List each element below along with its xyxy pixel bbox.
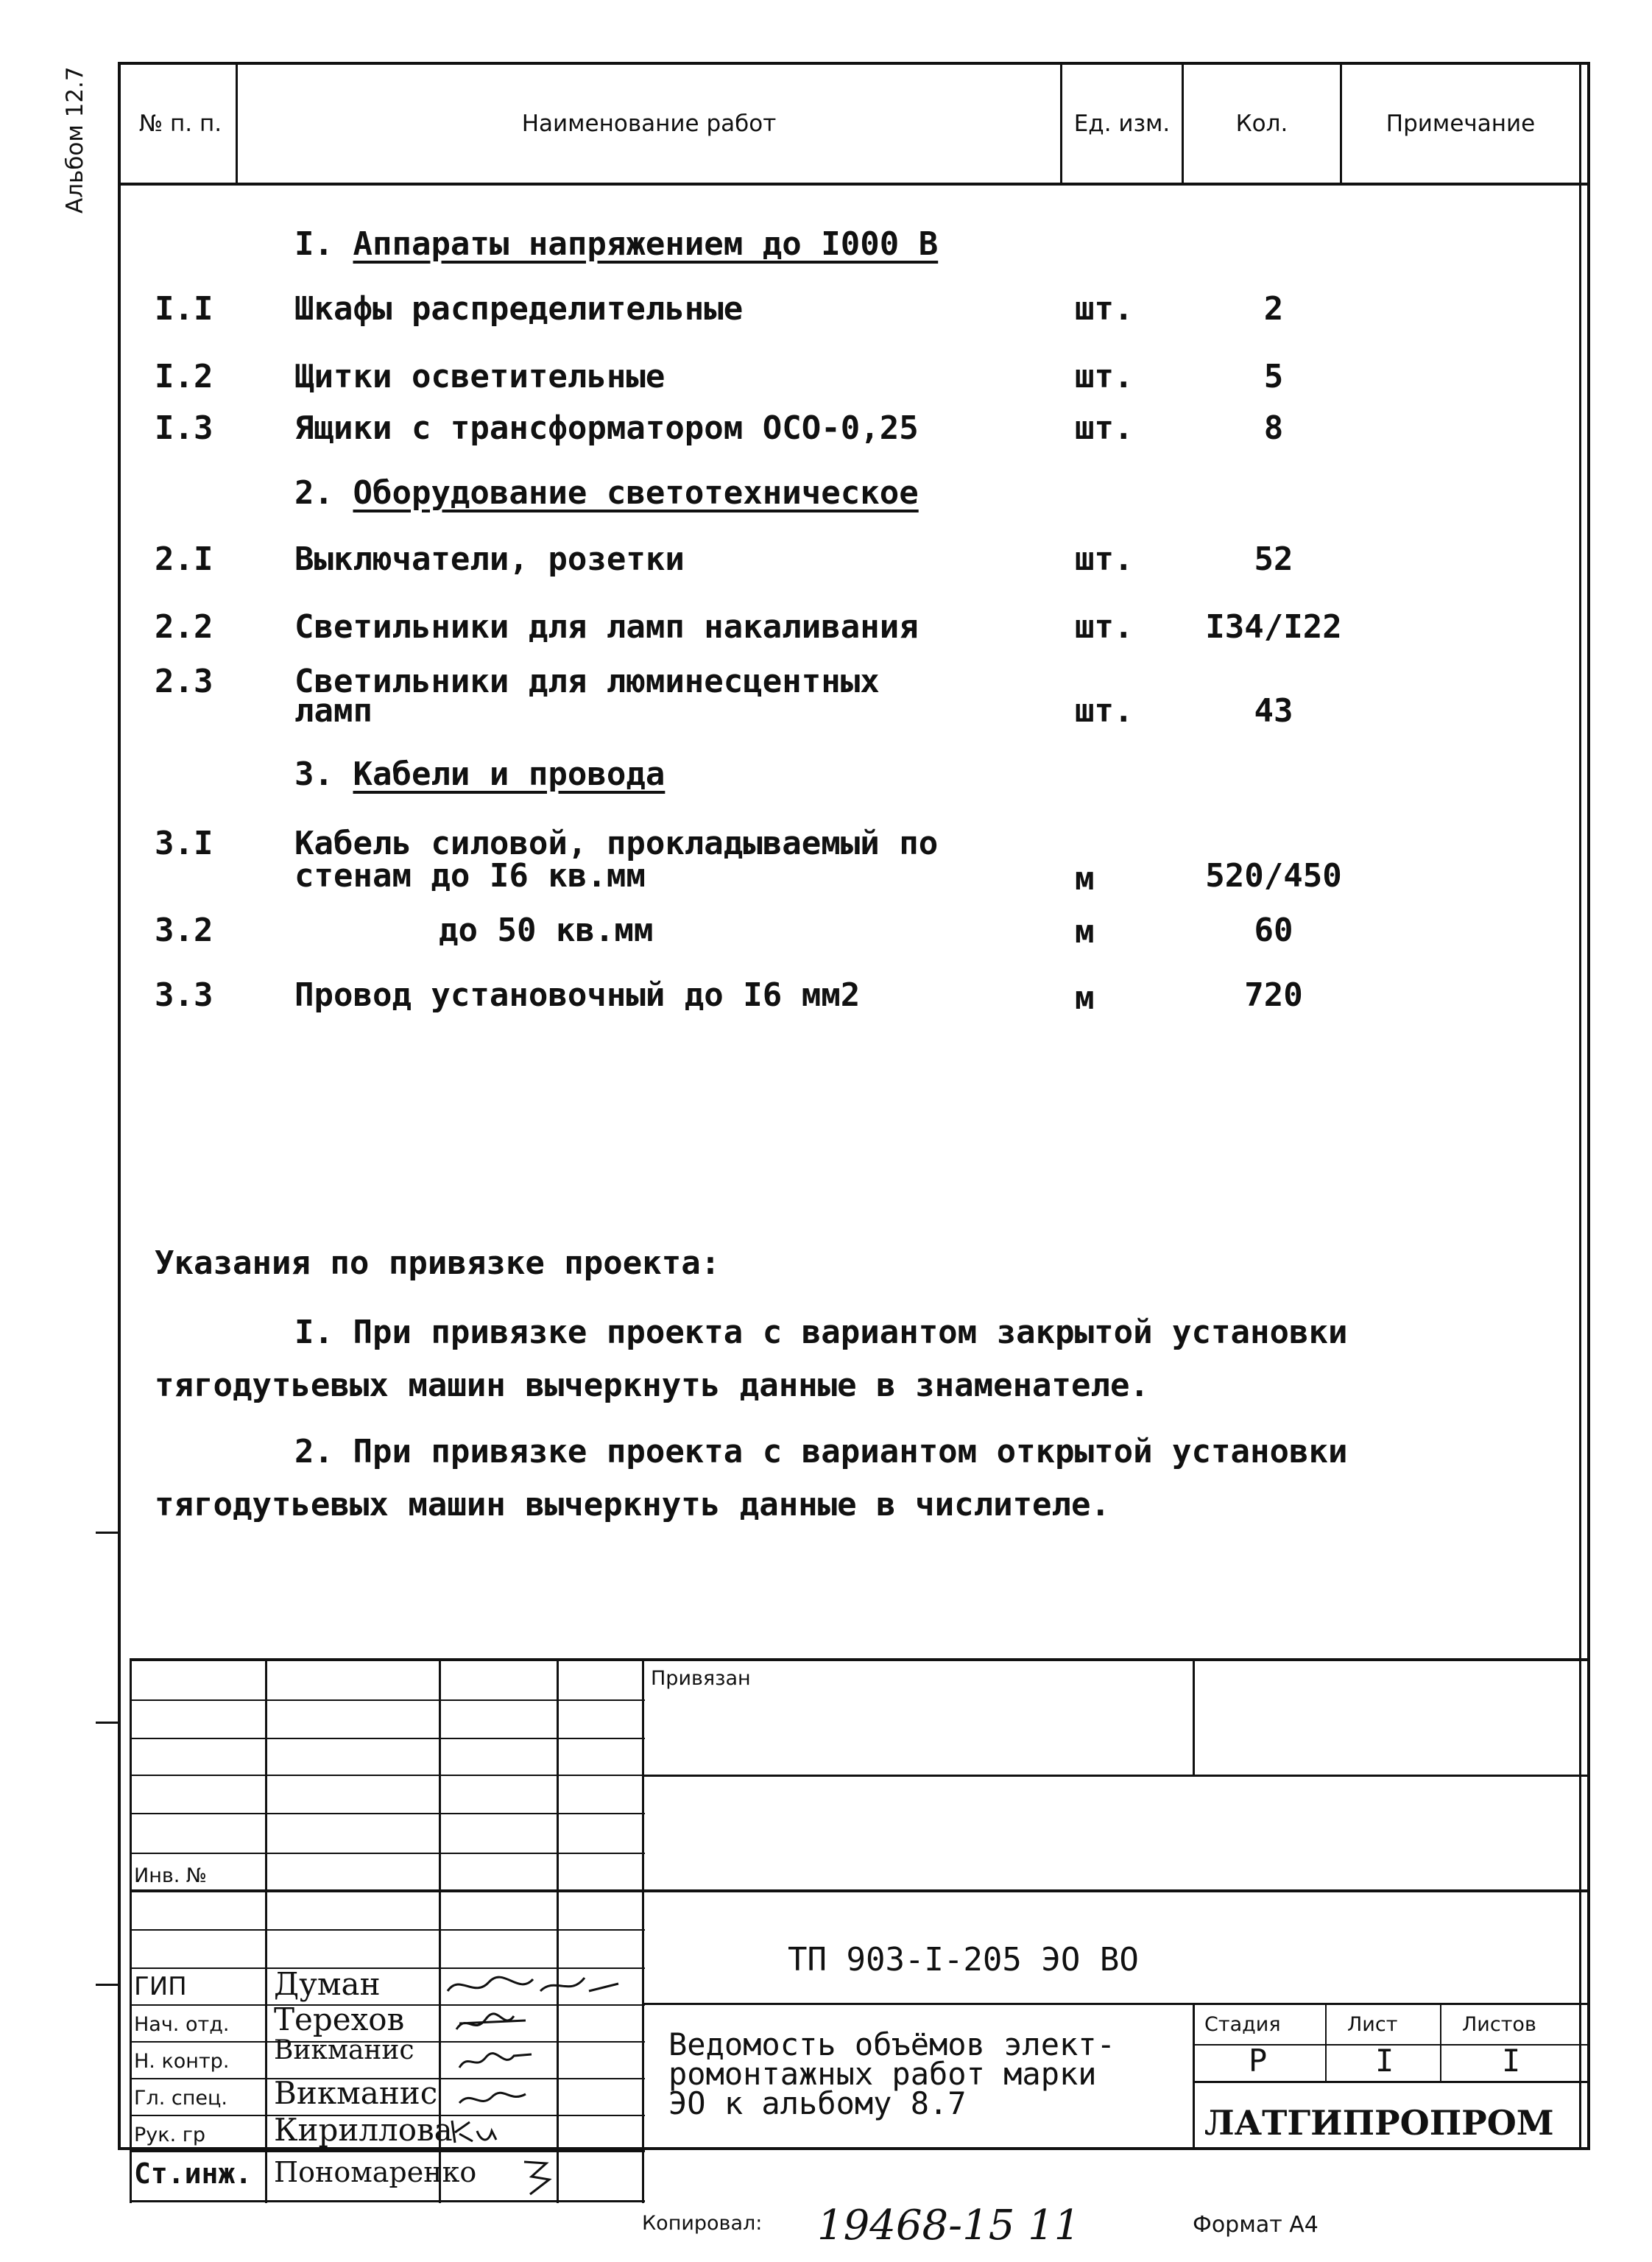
grid-line xyxy=(1193,1658,1195,1775)
grid-line xyxy=(130,1813,645,1814)
row-num: 2.2 xyxy=(155,608,213,646)
signature-mark xyxy=(455,2084,536,2113)
doc-title-line3: ЭО к альбому 8.7 xyxy=(668,2085,967,2121)
sheet-label: Лист xyxy=(1347,2013,1398,2036)
stage-value: Р xyxy=(1249,2043,1268,2079)
row-qty: 720 xyxy=(1244,976,1303,1014)
row-qty: 8 xyxy=(1263,409,1284,447)
row-name: Провод установочный до I6 мм2 xyxy=(294,976,861,1014)
row-num: 3.2 xyxy=(155,912,213,949)
instructions-title: Указания по привязке проекта: xyxy=(155,1244,721,1282)
row-qty: 43 xyxy=(1254,692,1293,730)
titleblock-left-rule xyxy=(130,1658,132,2203)
role-person: Кириллова xyxy=(274,2112,453,2148)
sheets-value: I xyxy=(1502,2043,1521,2079)
row-name: Светильники для ламп накаливания xyxy=(294,608,919,646)
row-name-cont: ламп xyxy=(294,692,373,730)
grid-line xyxy=(1193,2003,1195,2150)
row-num: 2.I xyxy=(155,540,213,578)
grid-line xyxy=(130,1738,645,1739)
header-remark: Примечание xyxy=(1386,110,1536,137)
instruction-2a: 2. При привязке проекта с вариантом открытой установки xyxy=(294,1433,1348,1470)
instruction-1b: тягодутьевых машин вычеркнуть данные в знаменателе. xyxy=(155,1367,1150,1404)
instruction-2b: тягодутьевых машин вычеркнуть данные в числителе. xyxy=(155,1486,1111,1523)
organization: ЛАТГИПРОПРОМ xyxy=(1204,2103,1554,2143)
role-person: Терехов xyxy=(274,2001,405,2037)
grid-line xyxy=(1193,2081,1590,2083)
role-person: Викманис xyxy=(274,2035,414,2065)
row-num: I.I xyxy=(155,290,213,328)
row-qty: 60 xyxy=(1254,912,1293,949)
row-qty: I34/I22 xyxy=(1205,608,1342,646)
margin-tick xyxy=(96,1722,118,1724)
row-num: I.2 xyxy=(155,358,213,395)
signature-mark xyxy=(445,2116,526,2146)
role-label: Рук. гр xyxy=(134,2124,206,2146)
titleblock-top-rule xyxy=(130,1658,1590,1661)
header-unit: Ед. изм. xyxy=(1073,110,1171,137)
role-person: Пономаренко xyxy=(274,2156,477,2188)
row-num: 2.3 xyxy=(155,663,213,700)
grid-line xyxy=(1440,2003,1441,2081)
row-name: Выключатели, розетки xyxy=(294,540,685,578)
grid-line xyxy=(130,1889,1590,1892)
grid-line xyxy=(642,1775,1590,1777)
row-unit: шт. xyxy=(1075,692,1134,730)
header-name: Наименование работ xyxy=(521,110,777,137)
signature-mark xyxy=(452,2009,533,2038)
row-num: 3.I xyxy=(155,825,213,862)
grid-line xyxy=(130,1929,645,1931)
row-name: до 50 кв.мм xyxy=(439,912,654,949)
row-name: Кабель силовой, прокладываемый по xyxy=(294,825,939,862)
signature-mark xyxy=(517,2154,561,2199)
col-divider xyxy=(1579,62,1581,186)
copied-value: 19468-15 11 xyxy=(817,2202,1081,2249)
row-unit: м xyxy=(1075,979,1095,1017)
role-label: ГИП xyxy=(134,1972,187,2001)
grid-line xyxy=(642,1658,644,2203)
row-unit: шт. xyxy=(1075,290,1134,328)
grid-line xyxy=(130,2150,645,2152)
album-label: Альбом 12.7 xyxy=(62,66,88,214)
row-qty: 520/450 xyxy=(1205,857,1342,895)
row-name: Ящики с трансформатором ОСО-0,25 xyxy=(294,409,919,447)
role-label: Гл. спец. xyxy=(134,2087,227,2110)
role-person: Викманис xyxy=(274,2075,438,2111)
frame-right-rule xyxy=(1579,62,1581,2150)
row-qty: 5 xyxy=(1263,358,1284,395)
grid-line xyxy=(642,2003,1590,2005)
instruction-1a: I. При привязке проекта с вариантом закрытой установки xyxy=(294,1314,1348,1351)
row-name: Светильники для люминесцентных xyxy=(294,663,880,700)
doc-title-line1: Ведомость объёмов элект- xyxy=(668,2026,1115,2062)
grid-line xyxy=(130,1853,645,1854)
header-qty: Кол. xyxy=(1235,110,1288,137)
signature-mark xyxy=(455,2046,536,2075)
row-unit: шт. xyxy=(1075,409,1134,447)
row-qty: 2 xyxy=(1263,290,1284,328)
privyazan-label: Привязан xyxy=(651,1667,751,1690)
role-label: Нач. отд. xyxy=(134,2013,230,2036)
row-unit: шт. xyxy=(1075,540,1134,578)
inv-label: Инв. № xyxy=(134,1864,208,1887)
grid-line xyxy=(130,1699,645,1701)
row-unit: м xyxy=(1075,913,1095,951)
row-unit: шт. xyxy=(1075,358,1134,395)
grid-line xyxy=(1325,2003,1327,2081)
grid-line xyxy=(557,1658,559,2203)
doc-title-line2: ромонтажных работ марки xyxy=(668,2056,1097,2092)
row-unit: м xyxy=(1075,860,1095,898)
margin-tick xyxy=(96,1532,118,1534)
section-title: 3. Кабели и провода xyxy=(294,755,666,793)
signature-mark xyxy=(445,1969,621,2001)
row-unit: шт. xyxy=(1075,608,1134,646)
row-name-cont: стенам до I6 кв.мм xyxy=(294,857,646,895)
format-label: Формат А4 xyxy=(1193,2212,1319,2238)
stage-label: Стадия xyxy=(1204,2013,1281,2036)
header-num: № п. п. xyxy=(138,110,222,137)
role-person: Думан xyxy=(274,1966,381,2002)
margin-tick xyxy=(96,1984,118,1986)
role-label: Ст.инж. xyxy=(134,2157,253,2190)
copied-label: Копировал: xyxy=(642,2212,763,2235)
row-num: 3.3 xyxy=(155,976,213,1014)
grid-line xyxy=(265,1658,267,2203)
grid-line xyxy=(130,1775,645,1776)
sheets-label: Листов xyxy=(1462,2013,1536,2036)
row-name: Шкафы распределительные xyxy=(294,290,744,328)
row-num: I.3 xyxy=(155,409,213,447)
grid-line xyxy=(130,2200,645,2202)
role-label: Н. контр. xyxy=(134,2050,230,2073)
document-code: ТП 903-I-205 ЭО ВО xyxy=(788,1941,1139,1979)
section-title: 2. Оборудование светотехническое xyxy=(294,474,919,512)
sheet-value: I xyxy=(1375,2043,1394,2079)
row-name: Щитки осветительные xyxy=(294,358,666,395)
section-title: I. Аппараты напряжением до I000 В xyxy=(294,225,939,263)
row-qty: 52 xyxy=(1254,540,1293,578)
